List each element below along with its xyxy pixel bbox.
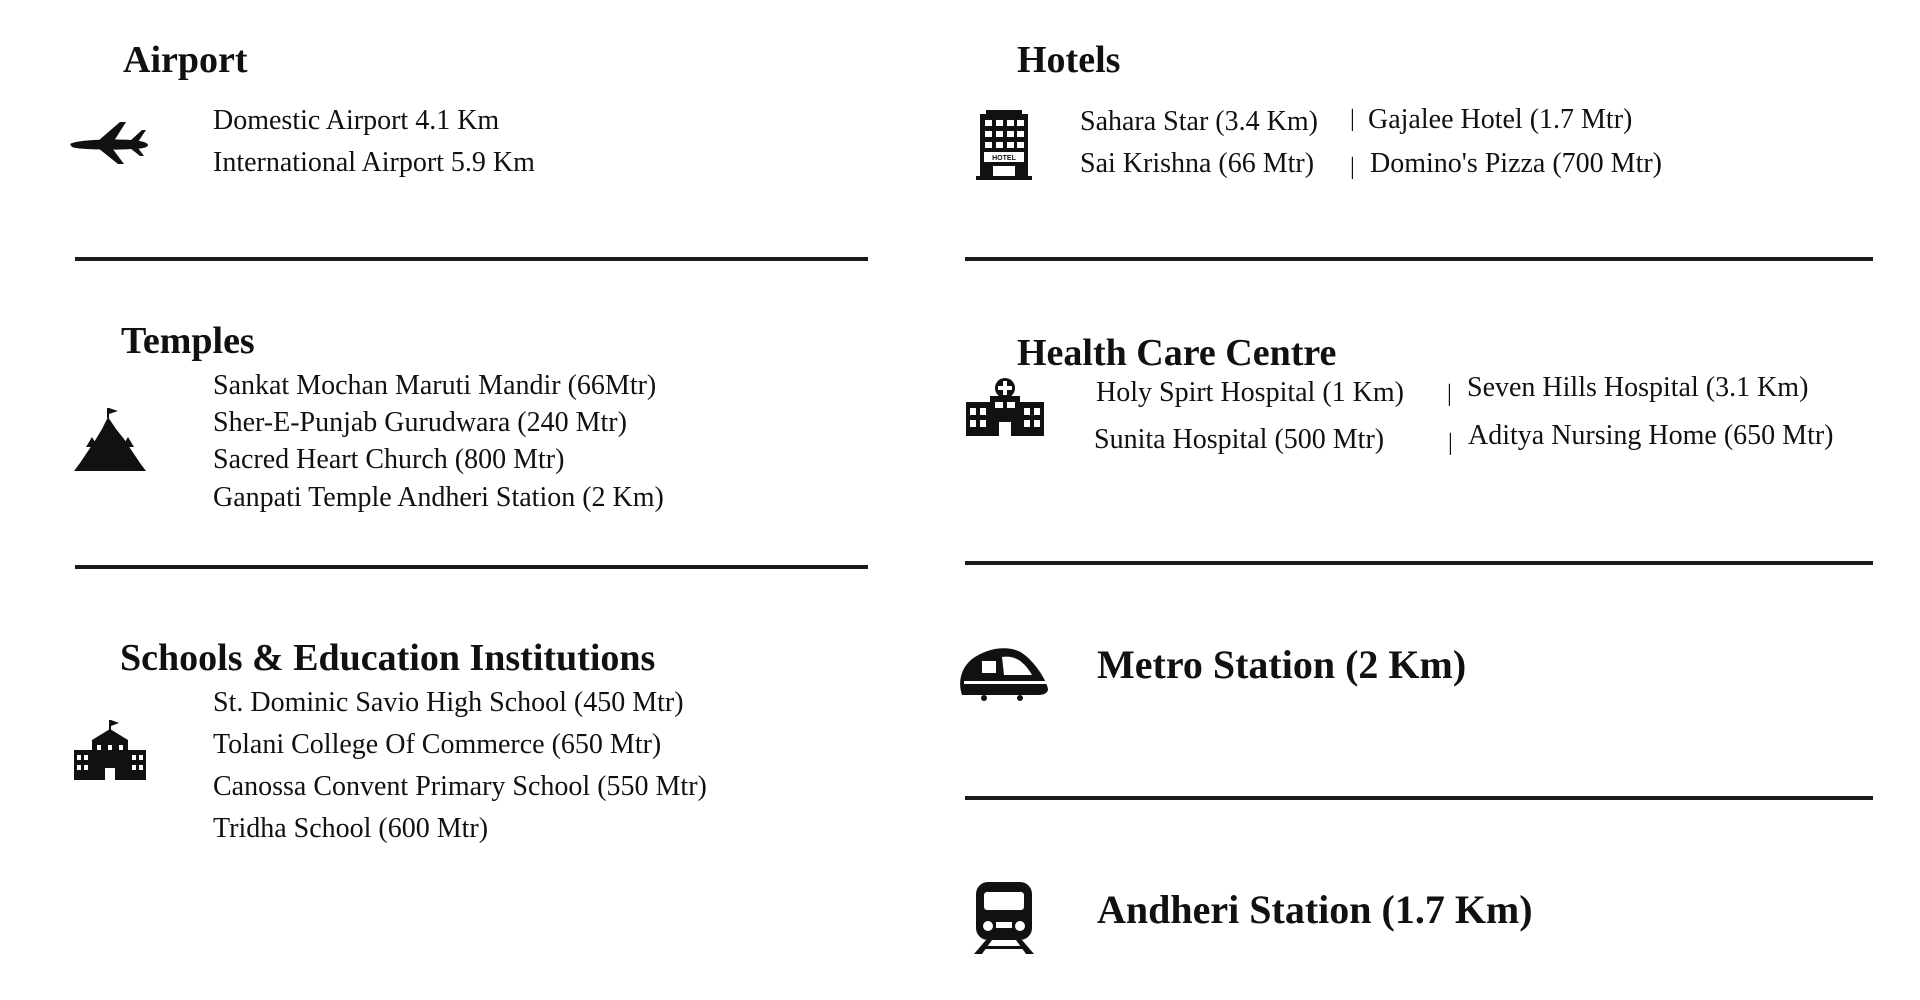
section-divider xyxy=(75,257,868,261)
list-item: Holy Spirt Hospital (1 Km) xyxy=(1096,377,1404,408)
section-divider xyxy=(965,796,1873,800)
train-icon xyxy=(970,882,1038,954)
list-item: Sahara Star (3.4 Km) xyxy=(1080,106,1318,137)
section-divider xyxy=(965,561,1873,565)
list-item: Sai Krishna (66 Mtr) xyxy=(1080,148,1315,179)
list-item: Canossa Convent Primary School (550 Mtr) xyxy=(213,771,707,802)
section-divider xyxy=(965,257,1873,261)
list-item: Domestic Airport 4.1 Km xyxy=(213,105,500,136)
list-item: Sher-E-Punjab Gurudwara (240 Mtr) xyxy=(213,407,627,438)
temple-icon xyxy=(72,407,148,471)
list-item: Aditya Nursing Home (650 Mtr) xyxy=(1468,420,1834,451)
metro-station-label: Metro Station (2 Km) xyxy=(1097,642,1467,687)
separator: | xyxy=(1447,381,1452,407)
list-item: Domino's Pizza (700 Mtr) xyxy=(1370,148,1663,179)
health-care-title: Health Care Centre xyxy=(1017,332,1337,374)
andheri-station-label: Andheri Station (1.7 Km) xyxy=(1097,887,1533,932)
hotel-icon-label: HOTEL xyxy=(992,155,1016,162)
list-item: Tridha School (600 Mtr) xyxy=(213,813,489,844)
list-item: Sunita Hospital (500 Mtr) xyxy=(1094,424,1385,455)
metro-train-icon xyxy=(958,643,1050,701)
school-icon xyxy=(72,720,148,782)
list-item: Tolani College Of Commerce (650 Mtr) xyxy=(213,729,662,760)
hospital-icon xyxy=(966,378,1044,436)
separator: | xyxy=(1448,430,1453,456)
list-item: Sankat Mochan Maruti Mandir (66Mtr) xyxy=(213,370,657,401)
list-item: Gajalee Hotel (1.7 Mtr) xyxy=(1368,104,1633,135)
separator: | xyxy=(1350,154,1355,180)
section-divider xyxy=(75,565,868,569)
list-item: St. Dominic Savio High School (450 Mtr) xyxy=(213,687,684,718)
airport-title: Airport xyxy=(123,39,248,81)
hotel-icon xyxy=(976,110,1032,180)
temples-title: Temples xyxy=(121,320,255,362)
separator: | xyxy=(1350,106,1355,132)
list-item: Sacred Heart Church (800 Mtr) xyxy=(213,444,565,475)
list-item: International Airport 5.9 Km xyxy=(213,147,535,178)
airplane-icon xyxy=(68,120,150,166)
list-item: Ganpati Temple Andheri Station (2 Km) xyxy=(213,482,664,513)
hotels-title: Hotels xyxy=(1017,39,1121,81)
schools-title: Schools & Education Institutions xyxy=(120,637,656,679)
list-item: Seven Hills Hospital (3.1 Km) xyxy=(1467,372,1809,403)
